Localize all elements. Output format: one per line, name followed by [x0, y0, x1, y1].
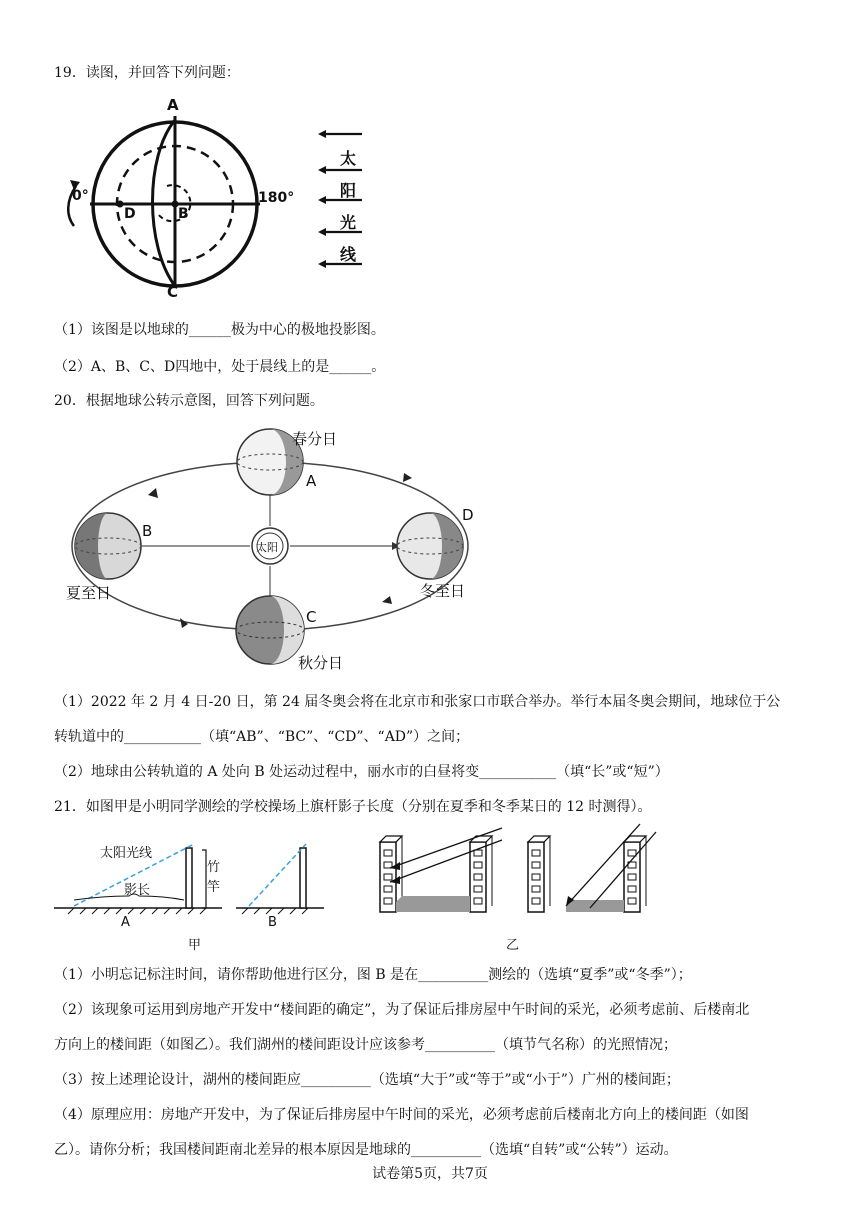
sun-label: 太阳: [256, 541, 278, 554]
winter-solstice-label: 冬至日: [420, 582, 466, 600]
q21-sub3: （3）按上述理论设计，湖州的楼间距应__________（选填“大于”或“等于”或“小于”）广州的楼间距；: [54, 1072, 680, 1088]
deg180-label: 180°: [258, 190, 295, 206]
q21-title: 21．如图甲是小明同学测绘的学校操场上旗杆影子长度（分别在夏季和冬季某日的 12 时测得）。: [54, 799, 652, 815]
q19-sub2: （2）A、B、C、D四地中，处于晨线上的是______。: [54, 359, 386, 375]
deg0-label: 0°: [72, 188, 89, 204]
q21-sub1: （1）小明忘记标注时间，请你帮助他进行区分，图 B 是在__________测绘的（选填“夏季”或“冬季”）；: [54, 967, 692, 983]
pole-label-2: 竿: [207, 880, 221, 895]
sunlight-char-1: 太: [340, 149, 357, 168]
q20-sub2: （2）地球由公转轨道的 A 处向 B 处运动过程中，丽水市的白昼将变___________（填“长”或“短”）: [54, 764, 669, 780]
page-footer: 试卷第5页，共7页: [372, 1166, 488, 1182]
orbit-point-a-label: A: [306, 472, 317, 490]
q20-sub1-line2: 转轨道中的___________（填“AB”、“BC”、“CD”、“AD”）之间；: [54, 729, 470, 745]
q19-title: 19．读图，并回答下列问题：: [54, 65, 240, 81]
q21-sub2-line2: 方向上的楼间距（如图乙）。我们湖州的楼间距设计应该参考__________（填节气名称）的光照情况；: [54, 1037, 677, 1053]
q21-sub4-line2: 乙）。请你分析；我国楼间距南北差异的根本原因是地球的__________（选填“自转”或“公转”）运动。: [54, 1142, 678, 1158]
q20-title: 20．根据地球公转示意图，回答下列问题。: [54, 393, 324, 409]
polar-projection-figure: [60, 96, 380, 306]
q21-sub4-line1: （4）原理应用：房地产开发中，为了保证后排房屋中午时间的采光，必须考虑前后楼南北方向上的楼间距（如图: [54, 1107, 749, 1123]
spring-equinox-label: 春分日: [292, 430, 338, 448]
sunlight-char-3: 光: [340, 213, 357, 232]
point-d-label: D: [124, 206, 136, 222]
sunlight-char-4: 线: [340, 245, 357, 264]
q21-sub2-line1: （2）该现象可运用到房地产开发中“楼间距的确定”，为了保证后排房屋中午时间的采光，必须考虑前、后楼南北: [54, 1002, 750, 1018]
fig-a-label: A: [121, 915, 130, 930]
point-b-label: B: [178, 206, 189, 222]
sunray-label: 太阳光线: [100, 846, 153, 861]
point-a-label: A: [167, 96, 179, 114]
orbit-point-d-label: D: [462, 506, 474, 524]
shadow-length-label: 影长: [124, 883, 151, 898]
q20-sub1-line1: （1）2022 年 2 月 4 日-20 日，第 24 届冬奥会将在北京市和张家口市联合举办。举行本届冬奥会期间，地球位于公: [54, 694, 781, 710]
autumn-equinox-label: 秋分日: [298, 654, 344, 672]
fig-b-label: B: [268, 915, 277, 930]
fig-yi-label: 乙: [506, 938, 520, 953]
flagpole-shadow-figure: [54, 830, 354, 920]
pole-label-1: 竹: [207, 860, 221, 875]
sunlight-char-2: 阳: [340, 181, 357, 200]
q19-sub1: （1）该图是以地球的______极为中心的极地投影图。: [54, 322, 385, 338]
orbit-point-b-label: B: [142, 522, 153, 540]
fig-jia-label: 甲: [188, 938, 202, 953]
building-spacing-figure: [370, 822, 670, 922]
orbit-point-c-label: C: [306, 608, 317, 626]
summer-solstice-label: 夏至日: [66, 584, 112, 602]
point-c-label: C: [167, 283, 179, 301]
